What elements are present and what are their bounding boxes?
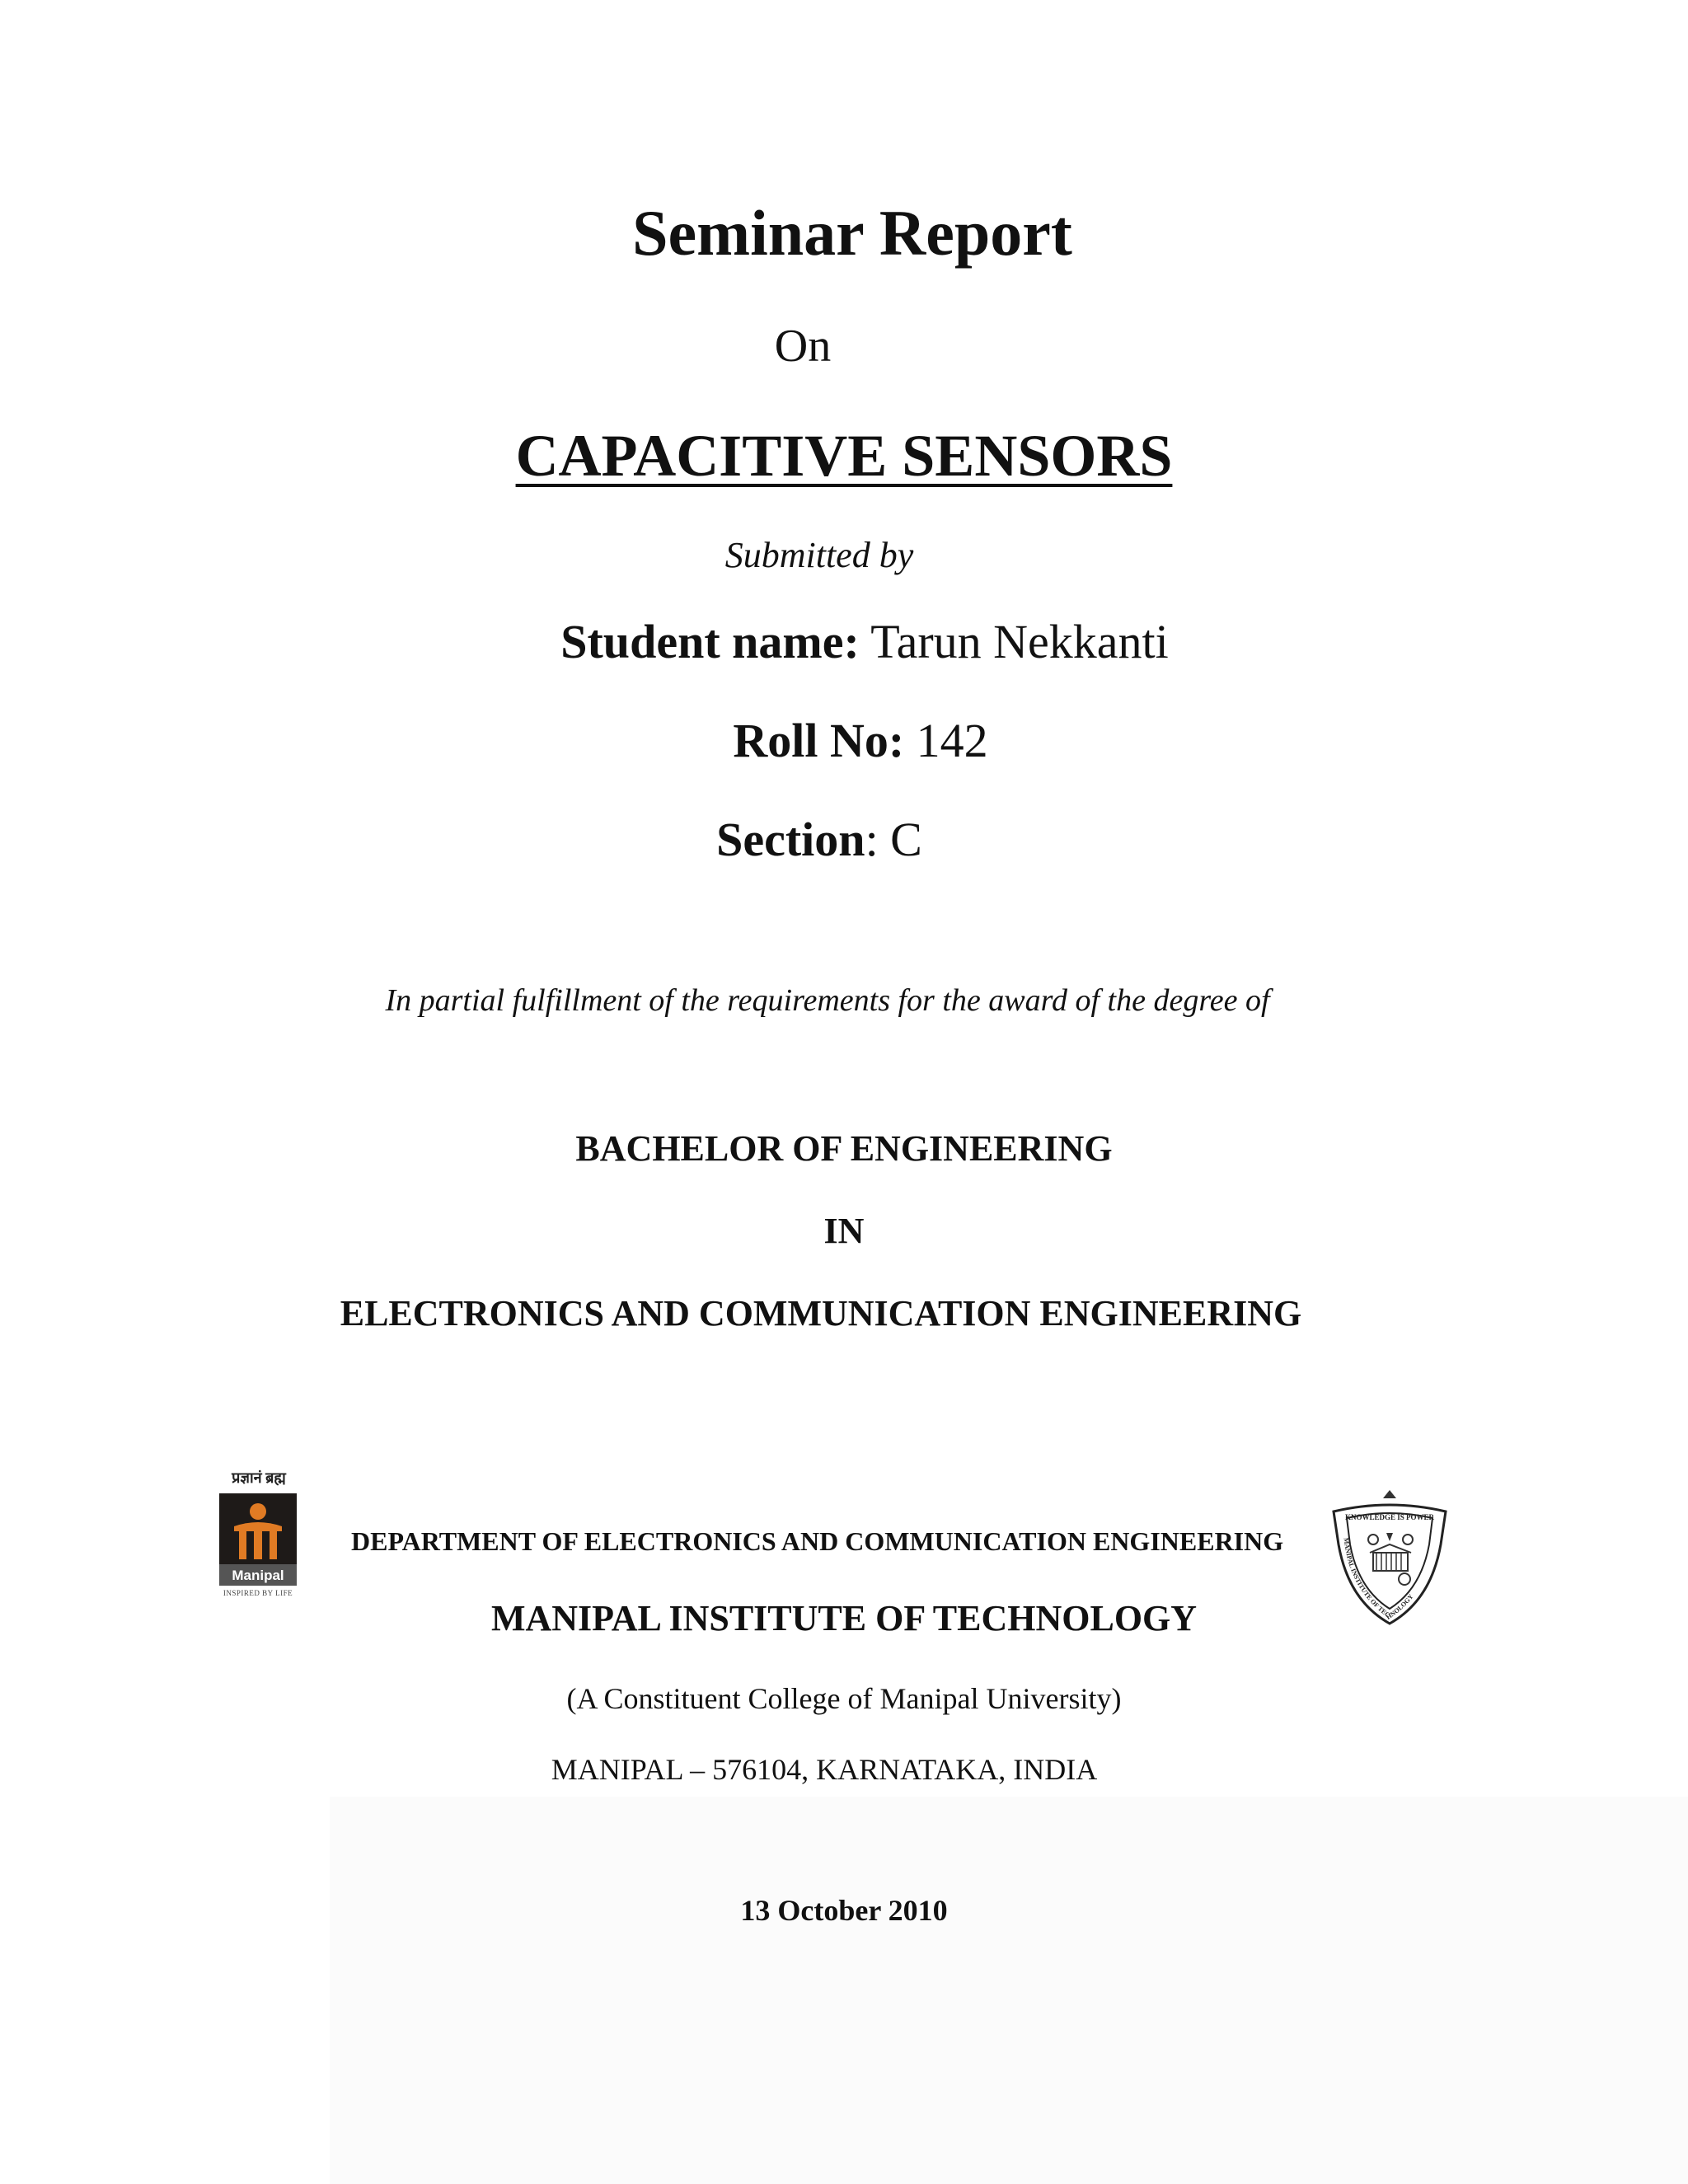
manipal-emblem-icon xyxy=(219,1493,297,1586)
report-topic: CAPACITIVE SENSORS xyxy=(515,423,1173,489)
logo-name: Manipal xyxy=(232,1568,284,1583)
on-label: On xyxy=(774,321,832,372)
report-title: Seminar Report xyxy=(632,197,1072,269)
report-date: 13 October 2010 xyxy=(740,1894,948,1927)
submitted-by-label: Submitted by xyxy=(724,535,914,575)
student-name-label: Student name: xyxy=(560,615,860,668)
page-shading xyxy=(330,1797,1688,2184)
degree-branch: ELECTRONICS AND COMMUNICATION ENGINEERING xyxy=(340,1293,1302,1333)
student-name-value: Tarun Nekkanti xyxy=(870,615,1169,668)
degree-in: IN xyxy=(823,1211,865,1251)
degree-name: BACHELOR OF ENGINEERING xyxy=(575,1128,1113,1169)
logo-block xyxy=(219,1493,297,1586)
section-value: : C xyxy=(865,813,922,866)
student-name-row xyxy=(21,614,1688,669)
section-row xyxy=(0,812,1663,867)
institute-address: MANIPAL – 576104, KARNATAKA, INDIA xyxy=(551,1753,1098,1786)
department-name: DEPARTMENT OF ELECTRONICS AND COMMUNICATION ENGINEERING xyxy=(351,1526,1284,1556)
seal-ring-text: MANIPAL INSTITUTE OF TECHNOLOGY xyxy=(1342,1537,1415,1621)
seal-motto: KNOWLEDGE IS POWER xyxy=(1344,1513,1435,1521)
manipal-logo-icon xyxy=(216,1469,300,1609)
roll-no-value: 142 xyxy=(916,714,988,767)
section-label: Section xyxy=(716,813,865,866)
roll-no-row xyxy=(16,713,1688,768)
institute-name: MANIPAL INSTITUTE OF TECHNOLOGY xyxy=(490,1598,1198,1638)
constituent-note: (A Constituent College of Manipal University) xyxy=(566,1682,1122,1715)
fulfillment-statement: In partial fulfillment of the requirements for the award of the degree of xyxy=(385,983,1270,1018)
logo-tagline: INSPIRED BY LIFE xyxy=(223,1589,293,1597)
logo-motto: प्रज्ञानं ब्रह्म xyxy=(232,1469,286,1486)
roll-no-label: Roll No: xyxy=(733,714,905,767)
